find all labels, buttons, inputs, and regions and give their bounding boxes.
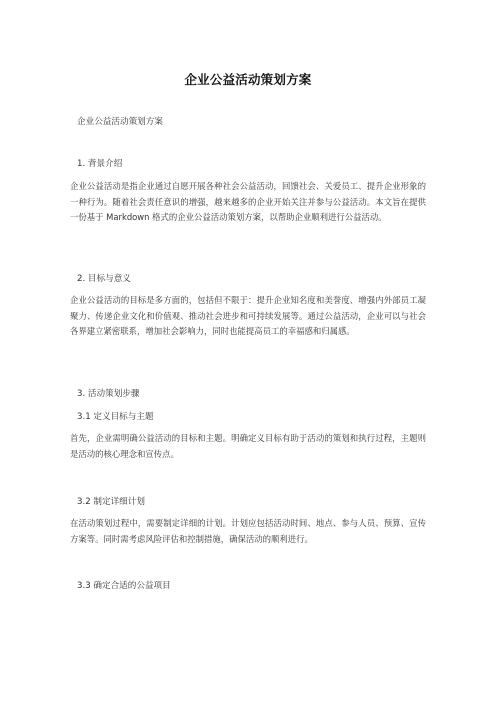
document-subtitle: 企业公益活动策划方案 [77, 117, 163, 127]
section-3-1-heading: 3.1 定义目标与主题 [77, 412, 154, 422]
section-2-heading: 2. 目标与意义 [77, 274, 131, 284]
section-3-2-paragraph: 在活动策划过程中，需要制定详细的计划。计划应包括活动时间、地点、参与人员、预算、宣传方案等。同时需考虑风险评估和控制措施，确保活动的顺利进行。 [70, 518, 426, 544]
section-2-paragraph: 企业公益活动的目标是多方面的，包括但不限于：提升企业知名度和美誉度、增强内外部员工凝聚力、传递企业文化和价值观、推动社会进步和可持续发展等。通过公益活动，企业可以与社会各界建立紧密联系，增加社会影响力，同时也能提高员工的幸福感和归属感。 [70, 295, 426, 336]
section-1-paragraph: 企业公益活动是指企业通过自愿开展各种社会公益活动，回馈社会、关爱员工、提升企业形象的一种行为。随着社会责任意识的增强，越来越多的企业开始关注并参与公益活动。本文旨在提供一份基于 Markdown 格式的企业公益活动策划方案，以帮助企业顺利进行公益活动。 [70, 181, 426, 222]
section-3-1-paragraph: 首先，企业需明确公益活动的目标和主题。明确定义目标有助于活动的策划和执行过程，主题则是活动的核心理念和宣传点。 [70, 433, 426, 459]
document-title: 企业公益活动策划方案 [184, 72, 312, 87]
section-1-heading: 1. 背景介绍 [77, 159, 123, 169]
section-3-2-heading: 3.2 制定详细计划 [77, 497, 145, 507]
section-3-3-heading: 3.3 确定合适的公益项目 [77, 581, 171, 591]
section-3-heading: 3. 活动策划步骤 [77, 389, 140, 399]
